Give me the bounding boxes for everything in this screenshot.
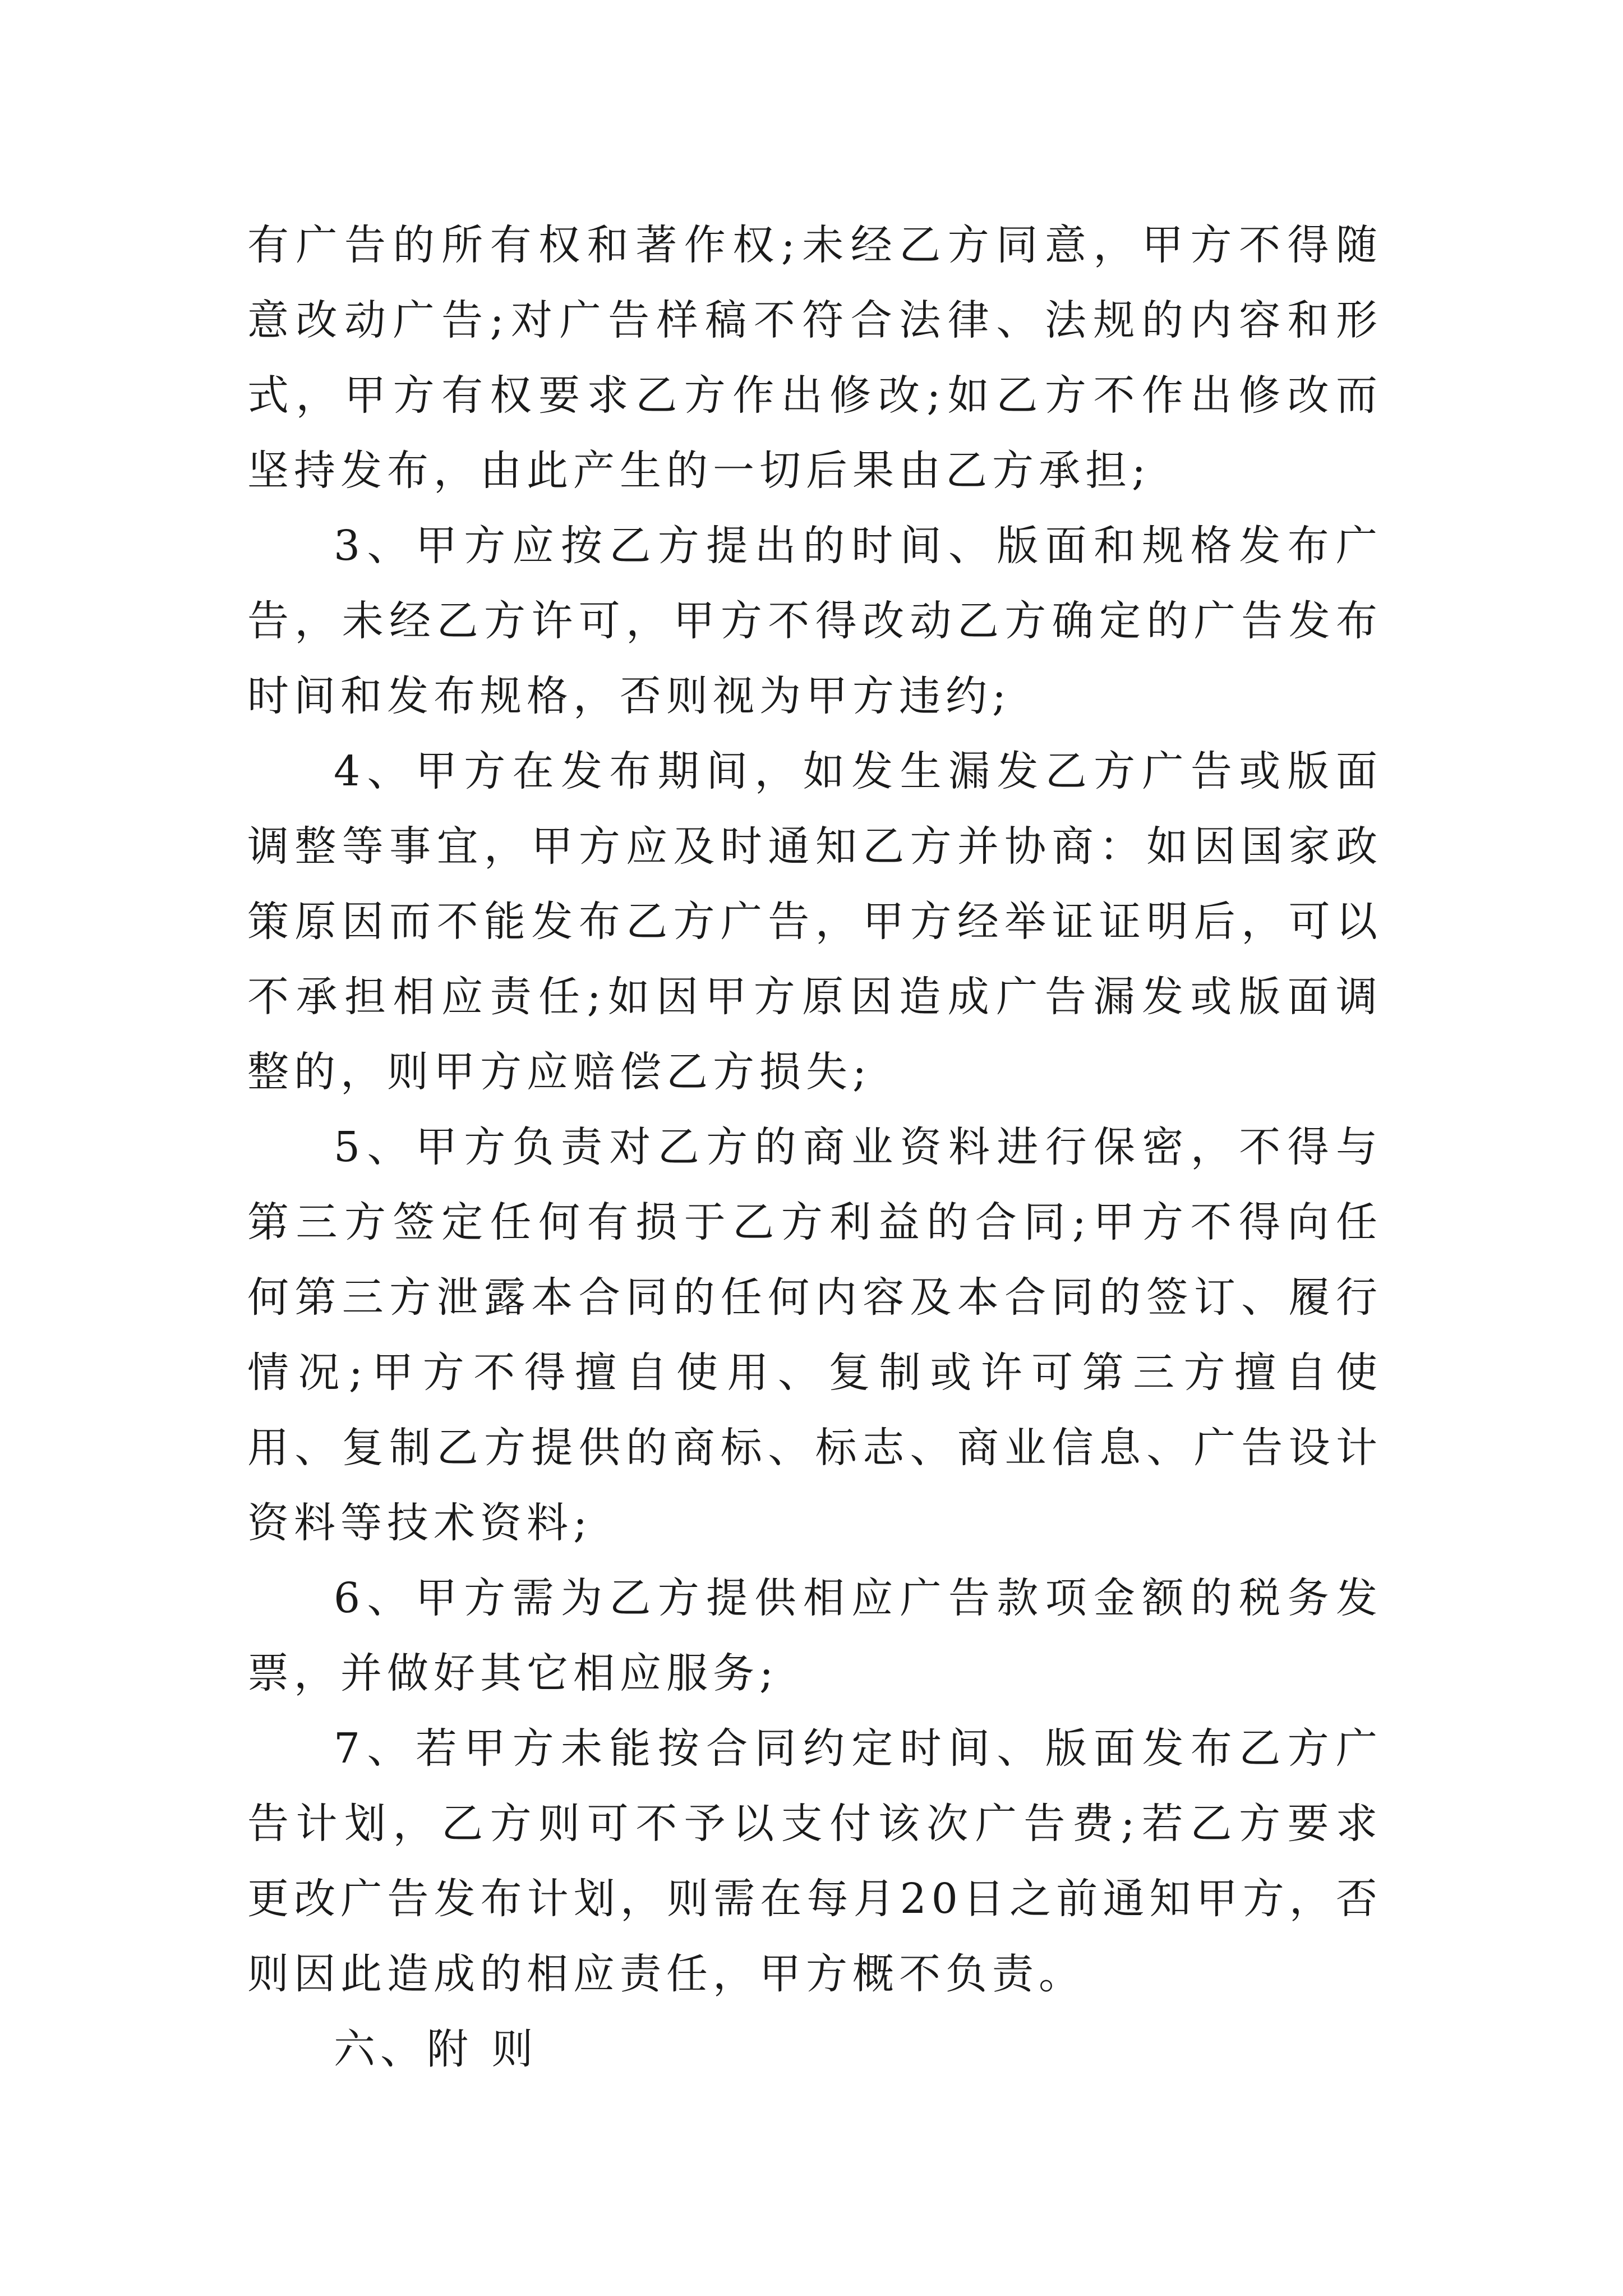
section-heading-supplementary: 六、附 则 xyxy=(334,2025,538,2073)
paragraph-continuation: 有广告的所有权和著作权;未经乙方同意，甲方不得随意改动广告;对广告样稿不符合法律、法规的内容和形式，甲方有权要求乙方作出修改;如乙方不作出修改而坚持发布，由此产生的一切后果由乙方承担; xyxy=(247,221,1382,495)
paragraph-clause-6: 6、甲方需为乙方提供相应广告款项金额的税务发票，并做好其它相应服务; xyxy=(247,1574,1382,1697)
paragraph-clause-4: 4、甲方在发布期间，如发生漏发乙方广告或版面调整等事宜，甲方应及时通知乙方并协商：如因国家政策原因而不能发布乙方广告，甲方经举证证明后，可以不承担相应责任;如因甲方原因造成广告漏发或版面调整的，则甲方应赔偿乙方损失; xyxy=(247,747,1382,1096)
paragraph-clause-3: 3、甲方应按乙方提出的时间、版面和规格发布广告，未经乙方许可，甲方不得改动乙方确定的广告发布时间和发布规格，否则视为甲方违约; xyxy=(247,522,1382,720)
paragraph-clause-7: 7、若甲方未能按合同约定时间、版面发布乙方广告计划，乙方则可不予以支付该次广告费;若乙方要求更改广告发布计划，则需在每月20日之前通知甲方，否则因此造成的相应责任，甲方概不负责。 xyxy=(247,1724,1382,1998)
paragraph-clause-5: 5、甲方负责对乙方的商业资料进行保密，不得与第三方签定任何有损于乙方利益的合同;甲方不得向任何第三方泄露本合同的任何内容及本合同的签订、履行情况;甲方不得擅自使用、复制或许可第三方擅自使用、复制乙方提供的商标、标志、商业信息、广告设计资料等技术资料; xyxy=(247,1123,1382,1547)
document-body xyxy=(247,208,1382,2087)
